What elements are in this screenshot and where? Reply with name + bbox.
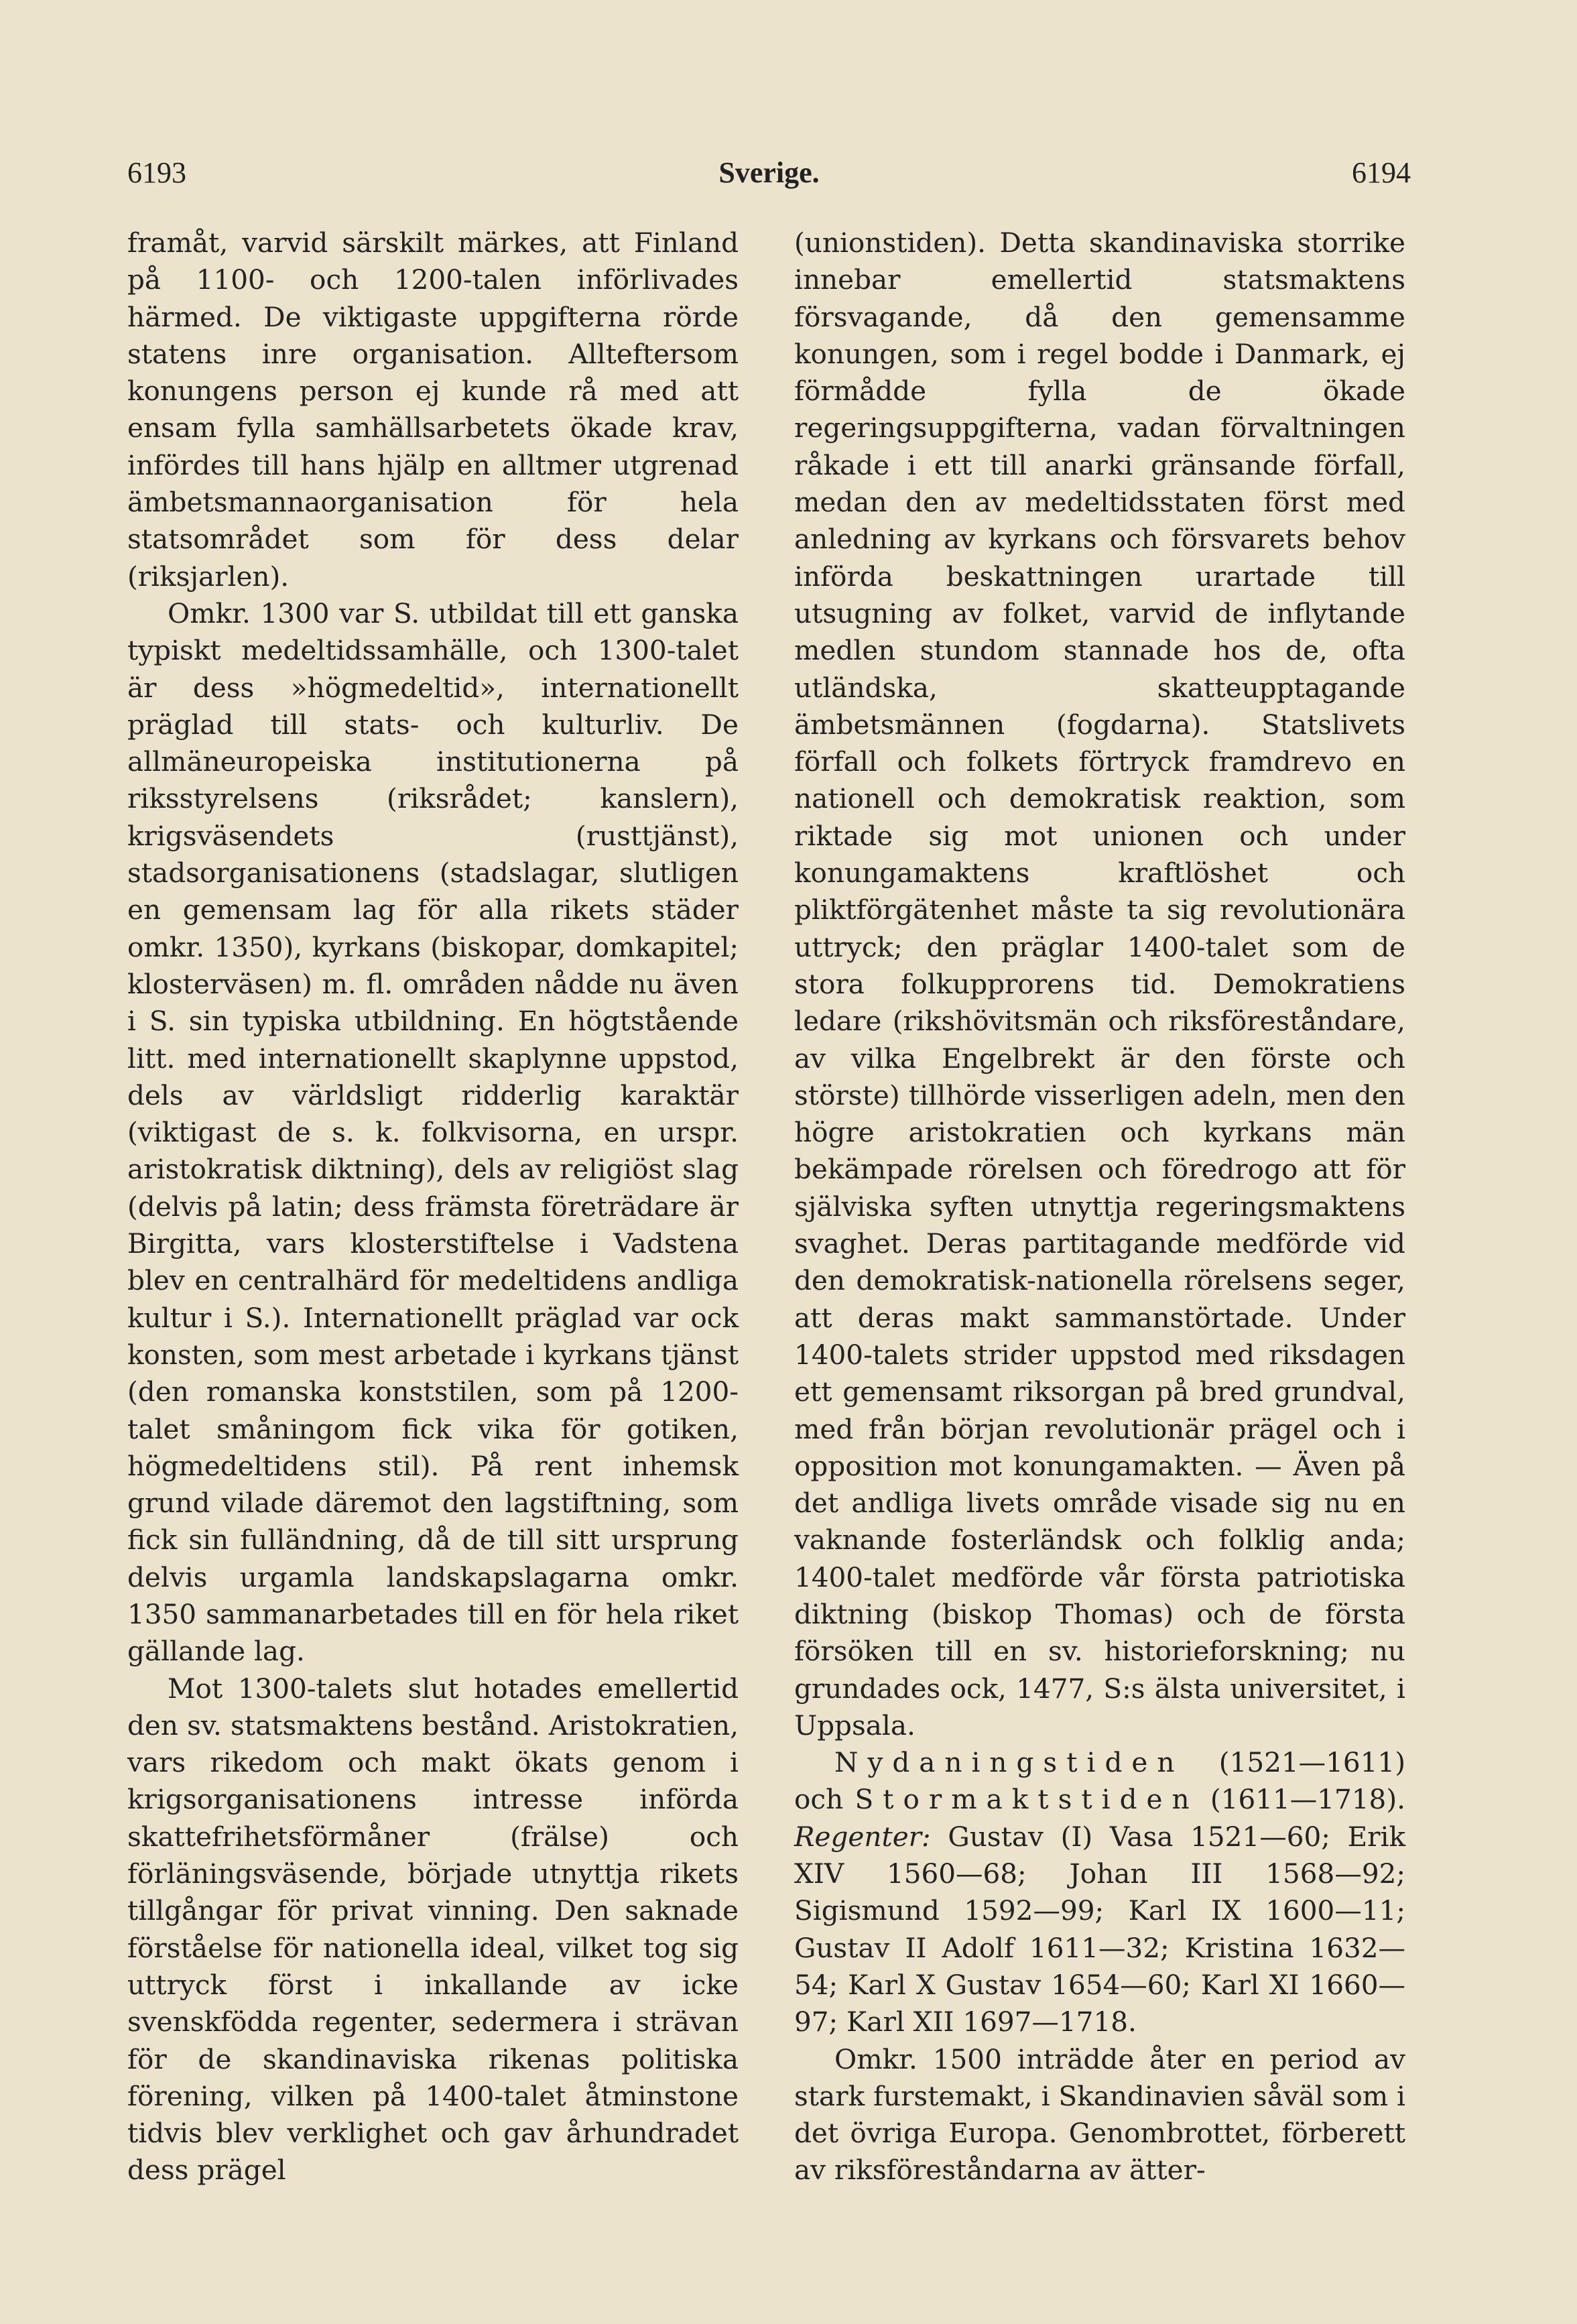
running-head [127,156,1411,196]
left-column [127,225,739,2189]
period-dates-nydaningstiden: (1521—1611) [1218,1746,1405,1779]
regenter-list: Gustav (I) Vasa 1521—60; Erik XIV 1560—68; Johan III 1568—92; Sigismund 1592—99; Karl IX 1600—11; Gustav II Adolf 1611—32; Kristina 1632—54; Karl X Gustav 1654—60; Karl XI 1660—97; Karl XII 1697—1718. [794,1820,1406,2038]
right-paragraph-1: (unionstiden). Detta skandinaviska storrike innebar emellertid statsmaktens försvagande, då den gemensamme konungen, som i regel bodde i Danmark, ej förmådde fylla de ökade regeringsuppgifterna, vadan förvaltningen råkade i ett till anarki gränsande förfall, medan den av medeltidsstaten först med anledning av kyrkans och försvarets behov införda beskattningen urartade till utsugning av folket, varvid de inflytande medlen stundom stannade hos de, ofta utländska, skatteupptagande ämbetsmännen (fogdarna). Statslivets förfall och folkets förtryck framdrevo en nationell och demokratisk reaktion, som riktade sig mot unionen och under konungamaktens kraftlöshet och pliktförgätenhet måste ta sig revolutionära uttryck; den präglar 1400-talet som de stora folkupprorens tid. Demokratiens ledare (rikshövitsmän och riksföreståndare, av vilka Engelbrekt är den förste och störste) tillhörde visserligen adeln, men den högre aristokratien och kyrkans män bekämpade rörelsen och föredrogo att för själviska syften utnyttja regeringsmaktens svaghet. Deras partitagande medförde vid den demokratisk-nationella rörelsens seger, att deras makt sammanstörtade. Under 1400-talets strider uppstod med riksdagen ett gemensamt riksorgan på bred grundval, med från början revolutionär prägel och i opposition mot konungamakten. — Även på det andliga livets område visade sig nu en vaknande fosterländsk och folklig anda; 1400-talet medförde vår första patriotiska diktning (biskop Thomas) och de första försöken till en sv. historieforskning; nu grundades ock, 1477, S:s älsta universitet, i Uppsala. [794,227,1405,1741]
period-name-stormaktstiden: Stormaktstiden [855,1783,1199,1816]
column-number-left: 6193 [127,156,186,189]
left-paragraph-3: Mot 1300-talets slut hotades emellertid den sv. statsmaktens bestånd. Aristokratien, vars rikedom och makt ökats genom i krigsorganisationens intresse införda skattefrihetsförmåner (frälse) och förläningsväsende, började utnyttja rikets tillgångar för privat vinning. Den saknade förståelse för nationella ideal, vilket tog sig uttryck först i inkallande av icke svenskfödda regenter, sedermera i strävan för de skandinaviska rikenas politiska förening, vilken på 1400-talet åtminstone tidvis blev verklighet och gav århundradet dess prägel [127,1672,739,2187]
conjunction-och: och [794,1783,844,1816]
right-paragraph-2 [794,1744,1405,2040]
regenter-label: Regenter: [794,1820,931,1853]
period-dates-stormaktstiden: (1611—1718). [1210,1783,1405,1816]
left-paragraph-2: Omkr. 1300 var S. utbildat till ett ganska typiskt medeltidssamhälle, och 1300-talet är dess »högmedeltid», internationellt präglad till stats- och kulturliv. De allmäneuropeiska institutionerna på riksstyrelsens (riksrådet; kanslern), krigsväsendets (rusttjänst), stadsorganisationens (stadslagar, slutligen en gemensam lag för alla rikets städer omkr. 1350), kyrkans (biskopar, domkapitel; klosterväsen) m. fl. områden nådde nu även i S. sin typiska utbildning. En högtstående litt. med internationellt skaplynne uppstod, dels av världsligt ridderlig karaktär (viktigast de s. k. folkvisorna, en urspr. aristokratisk diktning), dels av religiöst slag (delvis på latin; dess främsta företrädare är Birgitta, vars klosterstiftelse i Vadstena blev en centralhärd för medeltidens andliga kultur i S.). Internationellt präglad var ock konsten, som mest arbetade i kyrkans tjänst (den romanska konststilen, som på 1200-talet småningom fick vika för gotiken, högmedeltidens stil). På rent inhemsk grund vilade däremot den lagstiftning, som fick sin fulländning, då de till sitt ursprung delvis urgamla landskapslagarna omkr. 1350 sammanarbetades till en för hela riket gällande lag. [127,597,739,1668]
right-paragraph-3: Omkr. 1500 inträdde åter en period av stark furstemakt, i Skandinavien såväl som i det övriga Europa. Genombrottet, förberett av riksföreståndarna av ätter- [794,2042,1405,2187]
column-number-right: 6194 [1352,156,1411,189]
left-paragraph-1: framåt, varvid särskilt märkes, att Finland på 1100- och 1200-talen införlivades härmed. De viktigaste uppgifterna rörde statens inre organisation. Allteftersom konungens person ej kunde rå med att ensam fylla samhällsarbetets ökade krav, infördes till hans hjälp en alltmer utgrenad ämbetsmannaorganisation för hela statsområdet som för dess delar (riksjarlen). [127,227,739,593]
period-name-nydaningstiden: Nydaningstiden [834,1746,1184,1779]
page-title: Sverige. [718,156,820,189]
right-column [794,225,1405,2189]
